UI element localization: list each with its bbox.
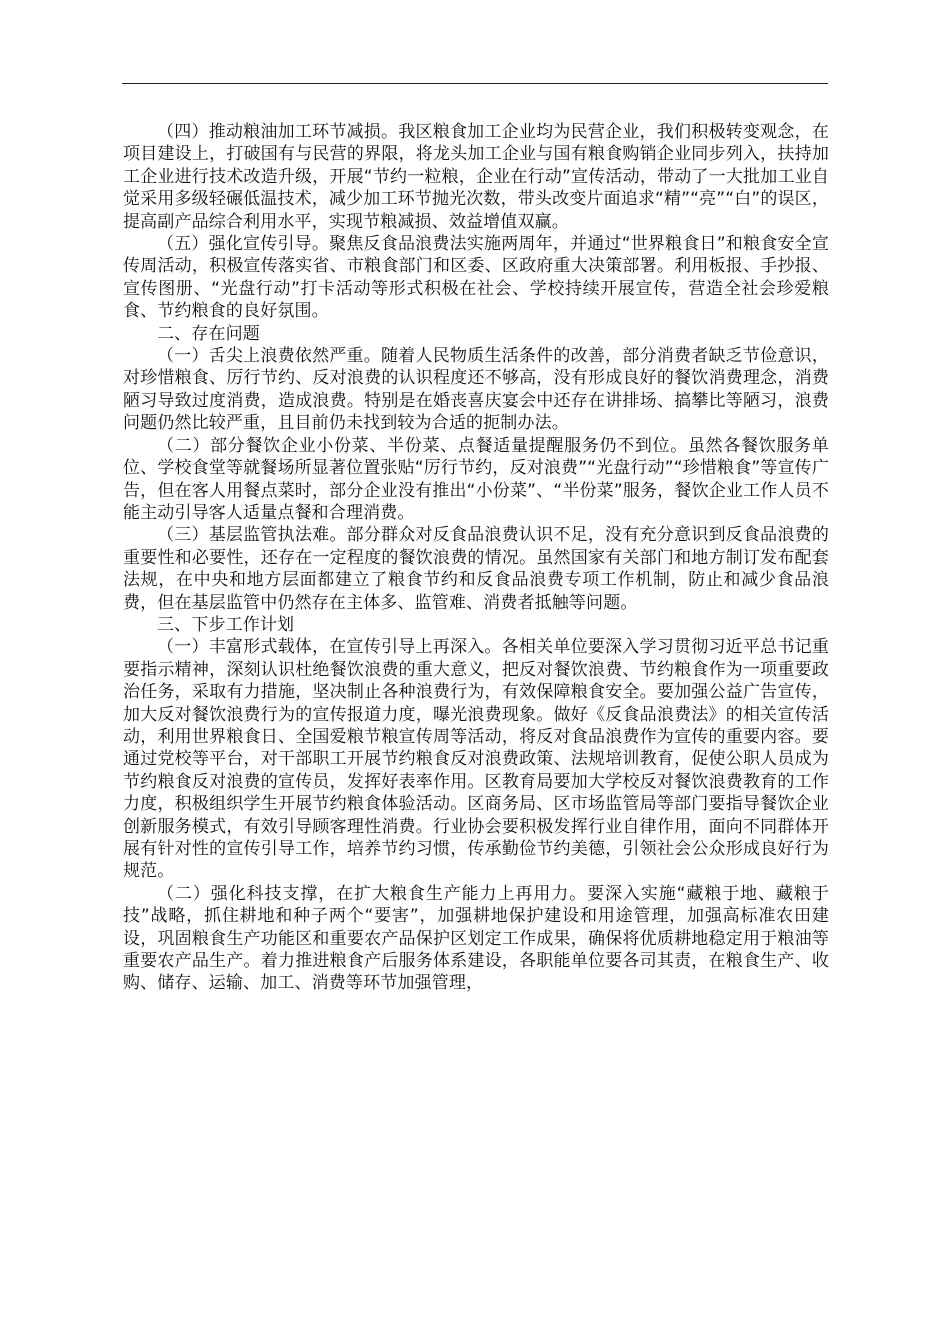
paragraph-processing-loss: （四）推动粮油加工环节减损。我区粮食加工企业均为民营企业，我们积极转变观念，在项目建设上，打破国有与民营的界限，将龙头加工企业与国有粮食购销企业同步列入，扶持加工企业进行技术改造升级，开展“节约一粒粮，企业在行动”宣传活动，带动了一大批加工业自觉采用多级轻碾低温技术，减少加工环节抛光次数，带头改变片面追求“精”“亮”“白”的误区，提高副产品综合利用水平，实现节粮减损、效益增值双赢。 <box>123 122 829 232</box>
paragraph-tech-support: （二）强化科技支撑，在扩大粮食生产能力上再用力。要深入实施“藏粮于地、藏粮于技”战略，抓住耕地和种子两个“要害”，加强耕地保护建设和用途管理，加强高标准农田建设，巩固粮食生产功能区和重要农产品保护区划定工作成果，确保将优质耕地稳定用于粮油等重要农产品生产。着力推进粮食产后服务体系建设，各职能单位要各司其责，在粮食生产、收购、储存、运输、加工、消费等环节加强管理， <box>123 883 829 994</box>
header-rule <box>122 83 828 84</box>
paragraph-publicity: （五）强化宣传引导。聚焦反食品浪费法实施两周年，并通过“世界粮食日”和粮食安全宣传周活动，积极宣传落实省、市粮食部门和区委、区政府重大决策部署。利用板报、手抄报、宣传图册、“光盘行动”打卡活动等形式积极在社会、学校持续开展宣传，营造全社会珍爱粮食、节约粮食的良好氛围。 <box>123 234 829 322</box>
paragraph-enrich-forms: （一）丰富形式载体，在宣传引导上再深入。各相关单位要深入学习贯彻习近平总书记重要指示精神，深刻认识杜绝餐饮浪费的重大意义，把反对餐饮浪费、节约粮食作为一项重要政治任务，采取有力措施，坚决制止各种浪费行为，有效保障粮食安全。要加强公益广告宣传，加大反对餐饮浪费行为的宣传报道力度，曝光浪费现象。做好《反食品浪费法》的相关宣传活动，利用世界粮食日、全国爱粮节粮宣传周等活动，将反对食品浪费作为宣传的重要内容。要通过党校等平台，对干部职工开展节约粮食反对浪费政策、法规培训教育，促使公职人员成为节约粮食反对浪费的宣传员，发挥好表率作用。区教育局要加大学校反对餐饮浪费教育的工作力度，积极组织学生开展节约粮食体验活动。区商务局、区市场监管局等部门要指导餐饮企业创新服务模式，有效引导顾客理性消费。行业协会要积极发挥行业自律作用，面向不同群体开展有针对性的宣传引导工作，培养节约习惯，传承勤俭节约美德，引领社会公众形成良好行为规范。 <box>123 637 829 882</box>
document-body <box>123 121 829 995</box>
section-heading-next-steps: 三、下步工作计划 <box>157 614 295 635</box>
section-heading-problems: 二、存在问题 <box>157 323 260 344</box>
paragraph-grassroots-enforcement: （三）基层监管执法难。部分群众对反食品浪费认识不足，没有充分意识到反食品浪费的重要性和必要性，还存在一定程度的餐饮浪费的情况。虽然国家有关部门和地方制订发布配套法规，在中央和地方层面都建立了粮食节约和反食品浪费专项工作机制，防止和减少食品浪费，但在基层监管中仍然存在主体多、监管难、消费者抵触等问题。 <box>123 525 829 613</box>
paragraph-table-waste: （一）舌尖上浪费依然严重。随着人民物质生活条件的改善，部分消费者缺乏节俭意识，对珍惜粮食、厉行节约、反对浪费的认识程度还不够高，没有形成良好的餐饮消费理念，消费陋习导致过度消费，造成浪费。特别是在婚丧喜庆宴会中还存在讲排场、搞攀比等陋习，浪费问题仍然比较严重，且目前仍未找到较为合适的扼制办法。 <box>123 346 829 434</box>
paragraph-small-portions: （二）部分餐饮企业小份菜、半份菜、点餐适量提醒服务仍不到位。虽然各餐饮服务单位、学校食堂等就餐场所显著位置张贴“厉行节约，反对浪费”“光盘行动”“珍惜粮食”等宣传广告，但在客人用餐点菜时，部分企业没有推出“小份菜”、“半份菜”服务，餐饮企业工作人员不能主动引导客人适量点餐和合理消费。 <box>123 435 829 523</box>
